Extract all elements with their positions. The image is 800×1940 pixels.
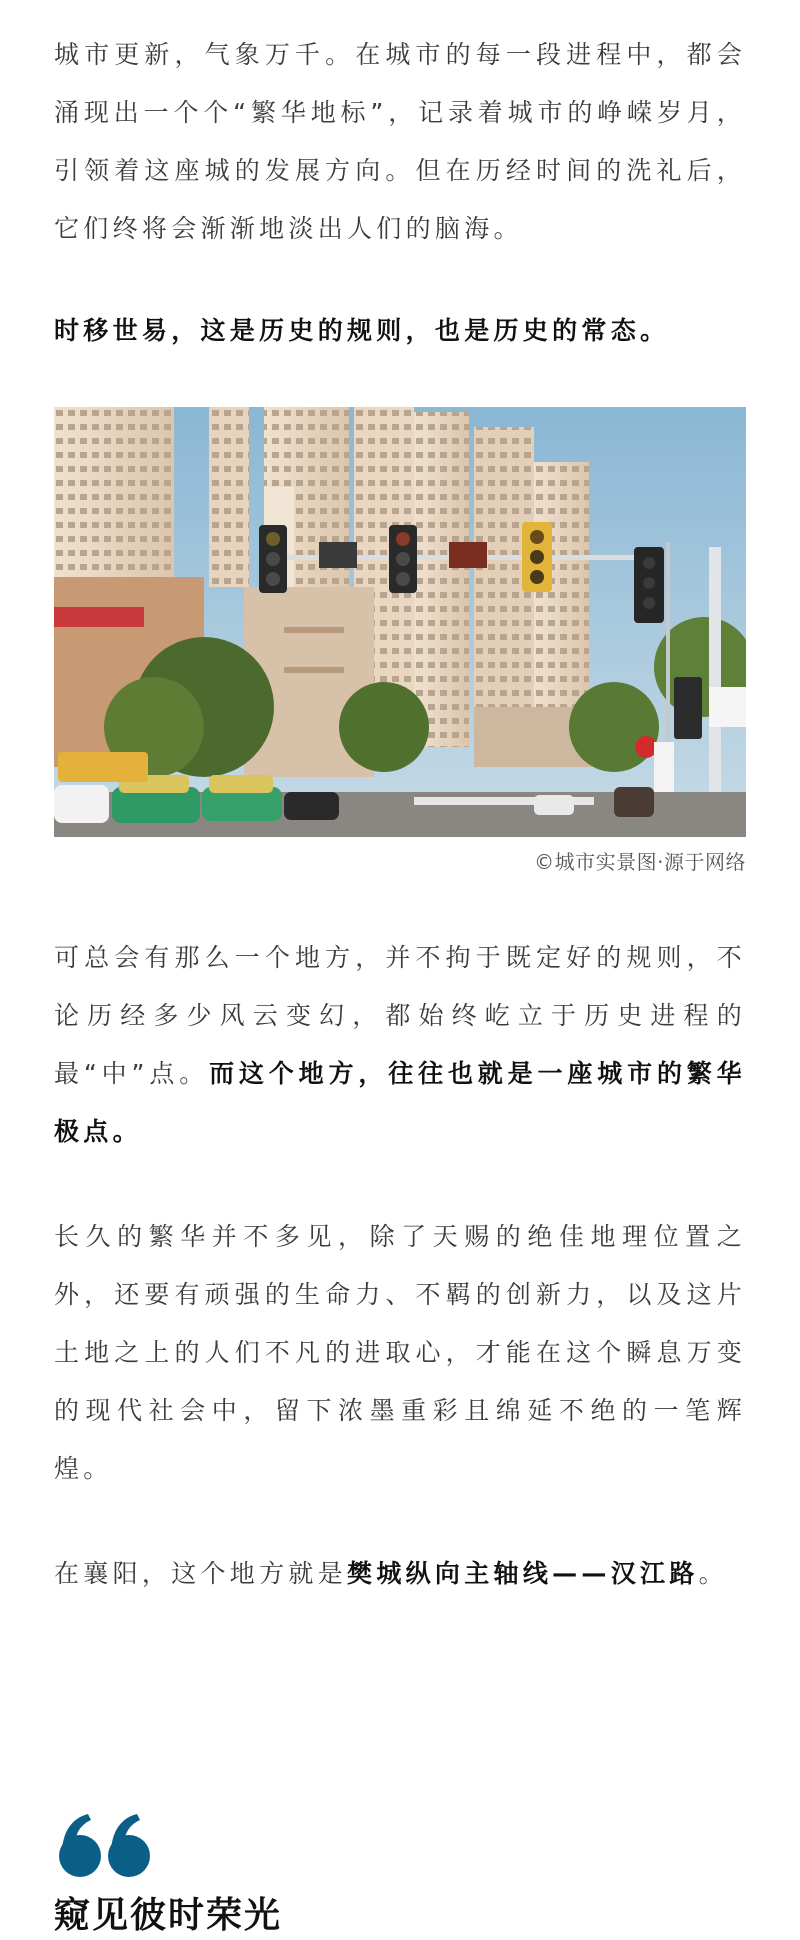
paragraph-landmark-emphasis: 而这个地方，往往也就是一座城市的繁华极点。 bbox=[54, 1059, 746, 1146]
paragraph-prosperity: 长久的繁华并不多见，除了天赐的绝佳地理位置之外，还要有顽强的生命力、不羁的创新力，以及这片土地之上的人们不凡的进取心，才能在这个瞬息万变的现代社会中，留下浓墨重彩且绵延不绝的一笔辉煌。 bbox=[54, 1222, 746, 1483]
section-title: 窥见彼时荣光 bbox=[54, 1895, 283, 1936]
paragraph-landmark bbox=[54, 929, 746, 1161]
photo-caption: ©城市实景图·源于网络 bbox=[534, 850, 746, 874]
city-street-photo bbox=[54, 407, 746, 837]
paragraph-xiangyang-end: 。 bbox=[698, 1559, 728, 1588]
paragraph-xiangyang-text: 在襄阳，这个地方就是 bbox=[54, 1559, 348, 1588]
spacer bbox=[54, 877, 746, 929]
quote-marks bbox=[58, 1812, 154, 1878]
paragraph-landmark-text: 可总会有那么一个地方，并不拘于既定好的规则，不论历经多少风云变幻，都始终屹立于历史进程的最“中”点。 bbox=[54, 943, 746, 1088]
paragraph-xiangyang-emphasis: 樊城纵向主轴线——汉江路 bbox=[347, 1559, 699, 1588]
city-photo-figure bbox=[54, 407, 746, 877]
paragraph-xiangyang bbox=[54, 1545, 746, 1603]
paragraph-intro: 城市更新，气象万千。在城市的每一段进程中，都会涌现出一个个“繁华地标”，记录着城市的峥嵘岁月，引领着这座城的发展方向。但在历经时间的洗礼后，它们终将会渐渐地淡出人们的脑海。 bbox=[54, 40, 746, 243]
paragraph-highlight: 时移世易，这是历史的规则，也是历史的常态。 bbox=[54, 316, 670, 345]
quote-marks-icon bbox=[58, 1812, 154, 1878]
article-body bbox=[54, 26, 746, 1603]
